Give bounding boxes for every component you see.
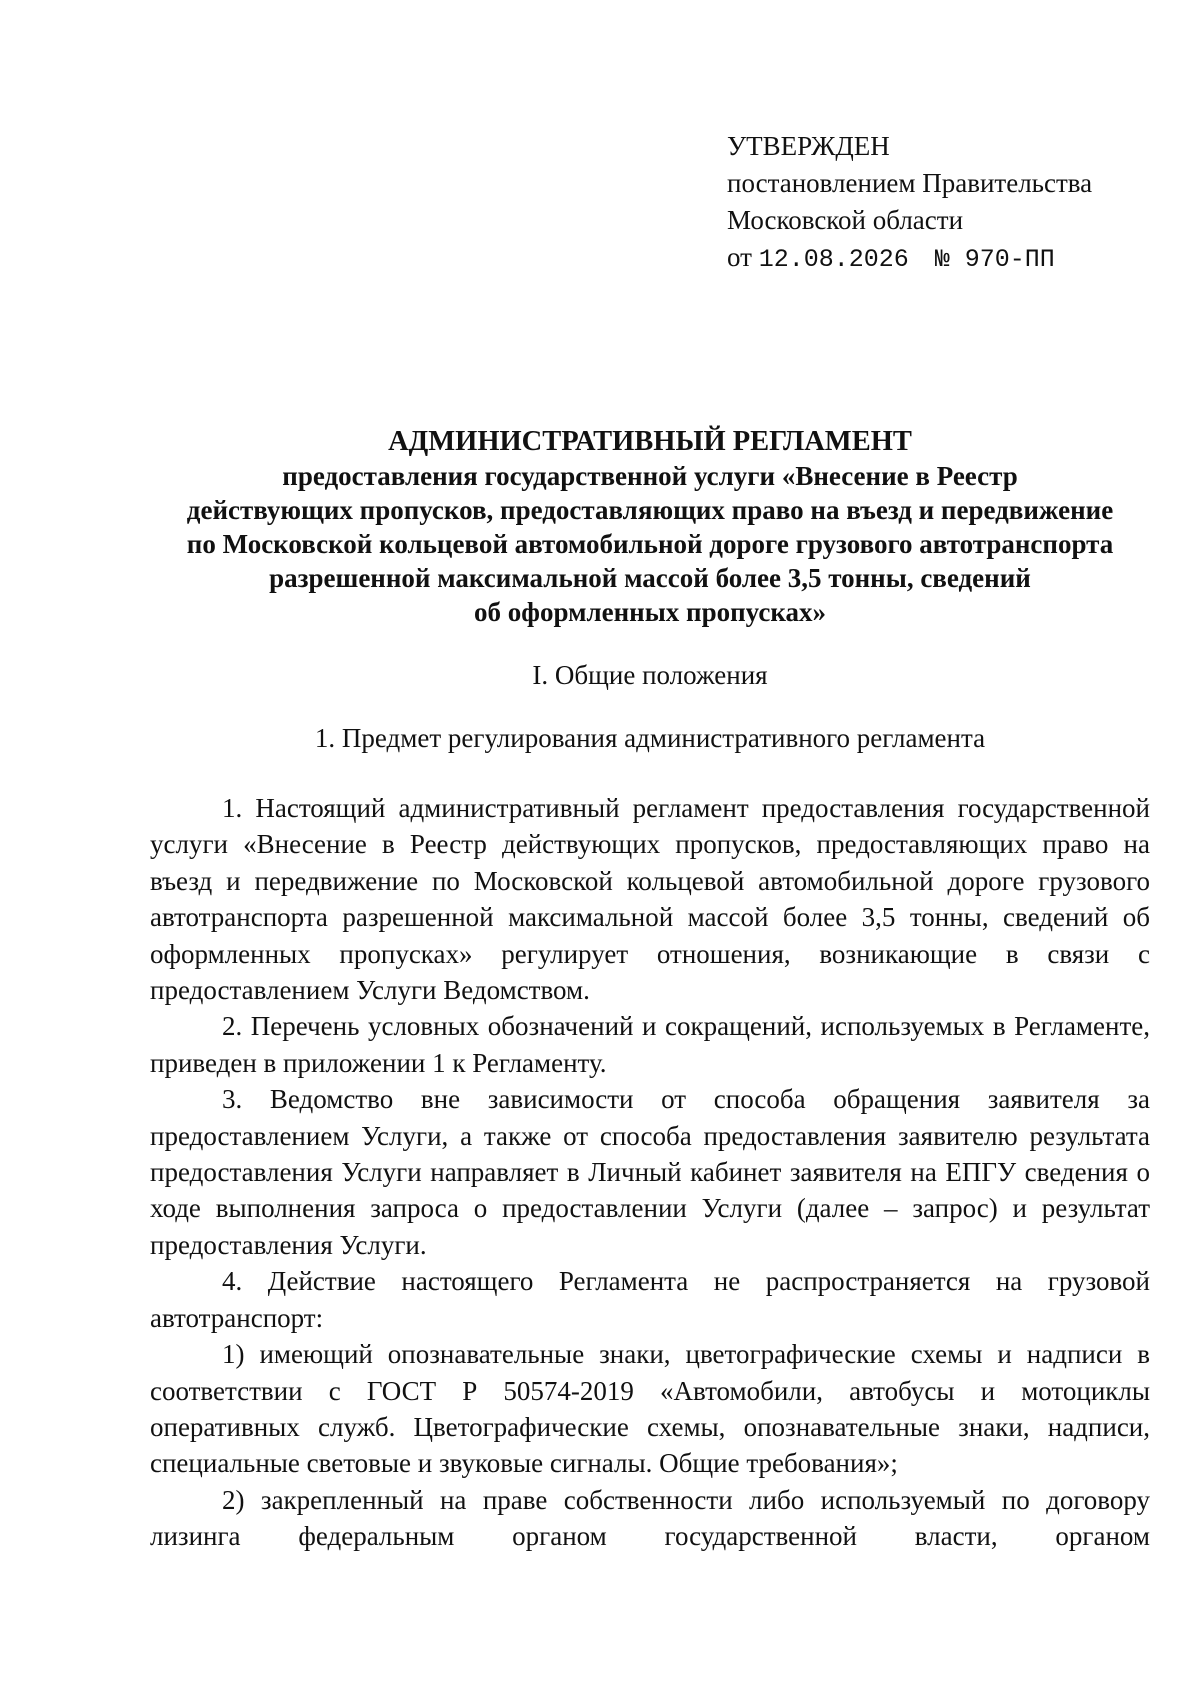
paragraph-1: 1. Настоящий административный регламент предоставления государственной услуги «Внесение в Реестр действующих пропусков, предоставляющих право на въезд и передвижение по Московской кольцевой автомобильной дороге грузового автотранспорта разрешенной максимальной массой более 3,5 тонны, сведений об оформленных пропусках» регулирует отношения, возникающие в связи с предоставлением Услуги Ведомством. (150, 793, 1150, 1006)
title-line: действующих пропусков, предоставляющих право на въезд и передвижение (186, 495, 1114, 525)
paragraph-4-2: 2) закрепленный на праве собственности либо используемый по договору лизинга федеральным органом государственной власти, органом (150, 1484, 1150, 1552)
approval-stamp (727, 128, 1092, 278)
title-line: об оформленных пропусках» (474, 597, 826, 627)
approval-number: № 970-ПП (934, 245, 1055, 274)
paragraph-3: 3. Ведомство вне зависимости от способа обращения заявителя за предоставлением Услуги, а также от способа предоставления заявителю результата предоставления Услуги направляет в Личный кабинет заявителя на ЕПГУ сведения о ходе выполнения запроса о предоставлении Услуги (далее – запрос) и результат предоставления Услуги. (150, 1084, 1150, 1260)
paragraph-4-1: 1) имеющий опознавательные знаки, цветографические схемы и надписи в соответствии с ГОСТ Р 50574-2019 «Автомобили, автобусы и мотоциклы оперативных служб. Цветографические схемы, опознавательные знаки, надписи, специальные световые и звуковые сигналы. Общие требования»; (150, 1339, 1150, 1479)
document-title (150, 425, 1150, 629)
approval-date: 12.08.2026 (758, 245, 909, 274)
title-line: предоставления государственной услуги «Внесение в Реестр (282, 461, 1018, 491)
paragraph-4: 4. Действие настоящего Регламента не распространяется на грузовой автотранспорт: (150, 1266, 1150, 1333)
approval-decree: постановлением Правительства (727, 168, 1093, 198)
title-main: АДМИНИСТРАТИВНЫЙ РЕГЛАМЕНТ (388, 426, 912, 457)
section-heading: I. Общие положения (532, 660, 768, 690)
paragraph-2: 2. Перечень условных обозначений и сокращений, используемых в Регламенте, приведен в приложении 1 к Регламенту. (150, 1011, 1150, 1078)
approval-date-line (727, 239, 1092, 278)
title-line: по Московской кольцевой автомобильной дороге грузового автотранспорта (186, 529, 1114, 559)
title-line: разрешенной максимальной массой более 3,5 тонны, сведений (269, 563, 1031, 593)
subsection-heading: 1. Предмет регулирования административного регламента (314, 723, 986, 753)
approval-prefix: от (727, 242, 752, 272)
body-text (150, 790, 1150, 1555)
approval-heading: УТВЕРЖДЕН (727, 131, 890, 161)
approval-region: Московской области (727, 205, 964, 235)
